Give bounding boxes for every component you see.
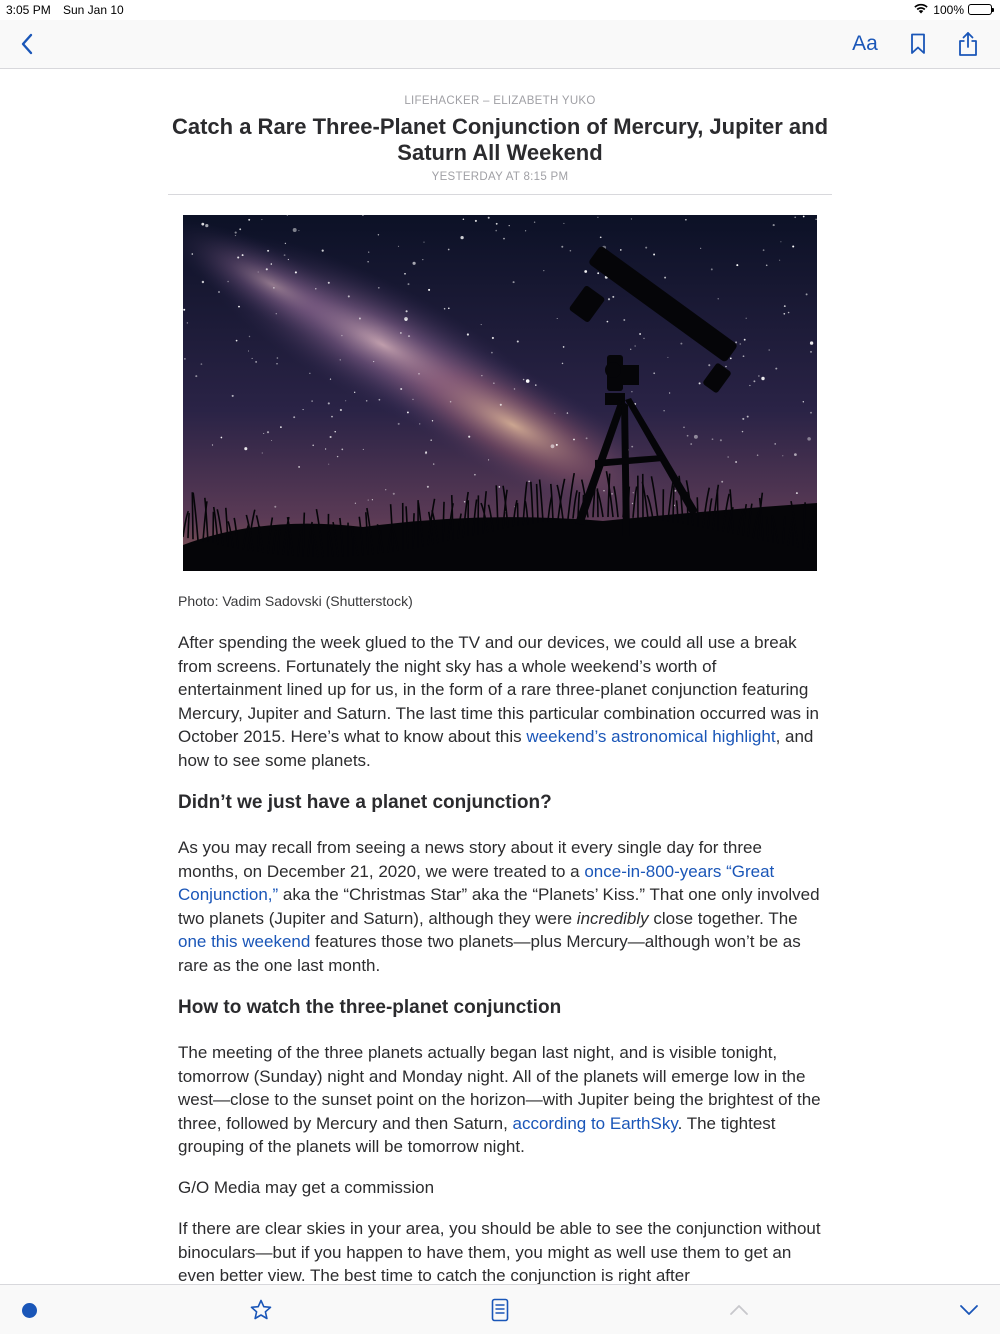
- commission-notice: G/O Media may get a commission: [178, 1178, 435, 1197]
- paragraph-text: aka the “Christmas Star” aka the “Planets’ Kiss.” That one only involved two planets (Jupiter and Saturn), although they were: [178, 885, 820, 928]
- paragraph-text: . The tightest grouping of the planets will be tomorrow night.: [178, 1113, 776, 1156]
- article-title: Catch a Rare Three-Planet Conjunction of Mercury, Jupiter and Saturn All Weekend: [171, 114, 829, 165]
- next-article-button[interactable]: [957, 1297, 981, 1323]
- article-paragraph: [178, 631, 824, 772]
- photo-caption: Photo: Vadim Sadovski (Shutterstock): [178, 593, 413, 609]
- status-indicators: [913, 2, 992, 17]
- bottom-toolbar: [0, 1284, 1000, 1334]
- battery-percent: 100%: [933, 2, 964, 17]
- text-size-button[interactable]: Aa: [852, 32, 878, 55]
- night-sky-telescope-image: [183, 215, 817, 571]
- article-date: YESTERDAY AT 8:15 PM: [431, 171, 569, 183]
- great-conjunction-link[interactable]: once-in-800-years “Great Conjunction,”: [178, 861, 775, 904]
- top-toolbar: [0, 20, 1000, 69]
- mark-unread-button[interactable]: [19, 1297, 39, 1323]
- share-icon: [958, 31, 978, 57]
- one-this-weekend-link[interactable]: one this weekend: [178, 932, 311, 951]
- paragraph-text: After spending the week glued to the TV and our devices, we could all use a break from screens. Fortunately the night sky has a whole weekend’s worth of entertainment lined up for us, in the form of a rare three-planet conjunction featuring Mercury, Jupiter and Saturn. The last time this particular combination occurred was in October 2015. Here’s what to know about this: [178, 633, 819, 746]
- section-heading: How to watch the three-planet conjunction: [178, 997, 562, 1018]
- chevron-down-icon: [959, 1304, 979, 1316]
- share-button[interactable]: [955, 29, 981, 59]
- chevron-up-icon: [729, 1304, 749, 1316]
- article-paragraph: [178, 1041, 824, 1159]
- battery-icon: [968, 4, 992, 15]
- bookmark-button[interactable]: [906, 29, 930, 59]
- previous-article-button[interactable]: [727, 1297, 751, 1323]
- unread-dot-icon: [22, 1303, 37, 1318]
- emphasis-text: incredibly: [576, 908, 649, 928]
- paragraph-text: As you may recall from seeing a news story about it every single day for three months, on December 21, 2020, we were treated to a: [178, 838, 762, 881]
- article-view[interactable]: [0, 69, 1000, 1284]
- paragraph-text: , and how to see some planets.: [178, 727, 814, 770]
- earthsky-link[interactable]: according to EarthSky: [512, 1113, 678, 1133]
- status-time: 3:05 PM: [6, 3, 51, 17]
- weekends-highlight-link[interactable]: weekend’s astronomical highlight: [526, 727, 776, 746]
- article-photo[interactable]: [183, 215, 817, 571]
- bookmark-icon: [910, 33, 926, 55]
- reader-view-icon: [491, 1298, 509, 1322]
- wifi-icon: [913, 2, 929, 17]
- paragraph-text: The meeting of the three planets actually began last night, and is visible tonight, tomorrow (Sunday) night and Monday night. All of the planets will emerge low in the west—close to the sunset point on the horizon—with Jupiter being the brightest of the three, followed by Mercury and then Saturn,: [178, 1043, 821, 1133]
- star-button[interactable]: [248, 1297, 274, 1323]
- back-button[interactable]: [14, 29, 40, 59]
- star-icon: [249, 1298, 273, 1322]
- article-paragraph: If there are clear skies in your area, you should be able to see the conjunction without binoculars—but if you happen to have them, you might as well use them to get an even better view. The best time to catch the conjunction is right after: [178, 1219, 821, 1284]
- reader-view-button[interactable]: [489, 1297, 511, 1323]
- header-divider: [168, 194, 832, 195]
- chevron-left-icon: [20, 33, 34, 55]
- status-date: Sun Jan 10: [63, 3, 124, 17]
- paragraph-text: features those two planets—plus Mercury—although won’t be as rare as the one last month.: [178, 932, 801, 975]
- article-paragraph: [178, 836, 824, 977]
- section-heading: Didn’t we just have a planet conjunction?: [178, 792, 552, 813]
- status-bar: [0, 0, 1000, 20]
- paragraph-text: close together. The: [648, 908, 798, 928]
- article-source: LIFEHACKER – ELIZABETH YUKO: [404, 95, 596, 107]
